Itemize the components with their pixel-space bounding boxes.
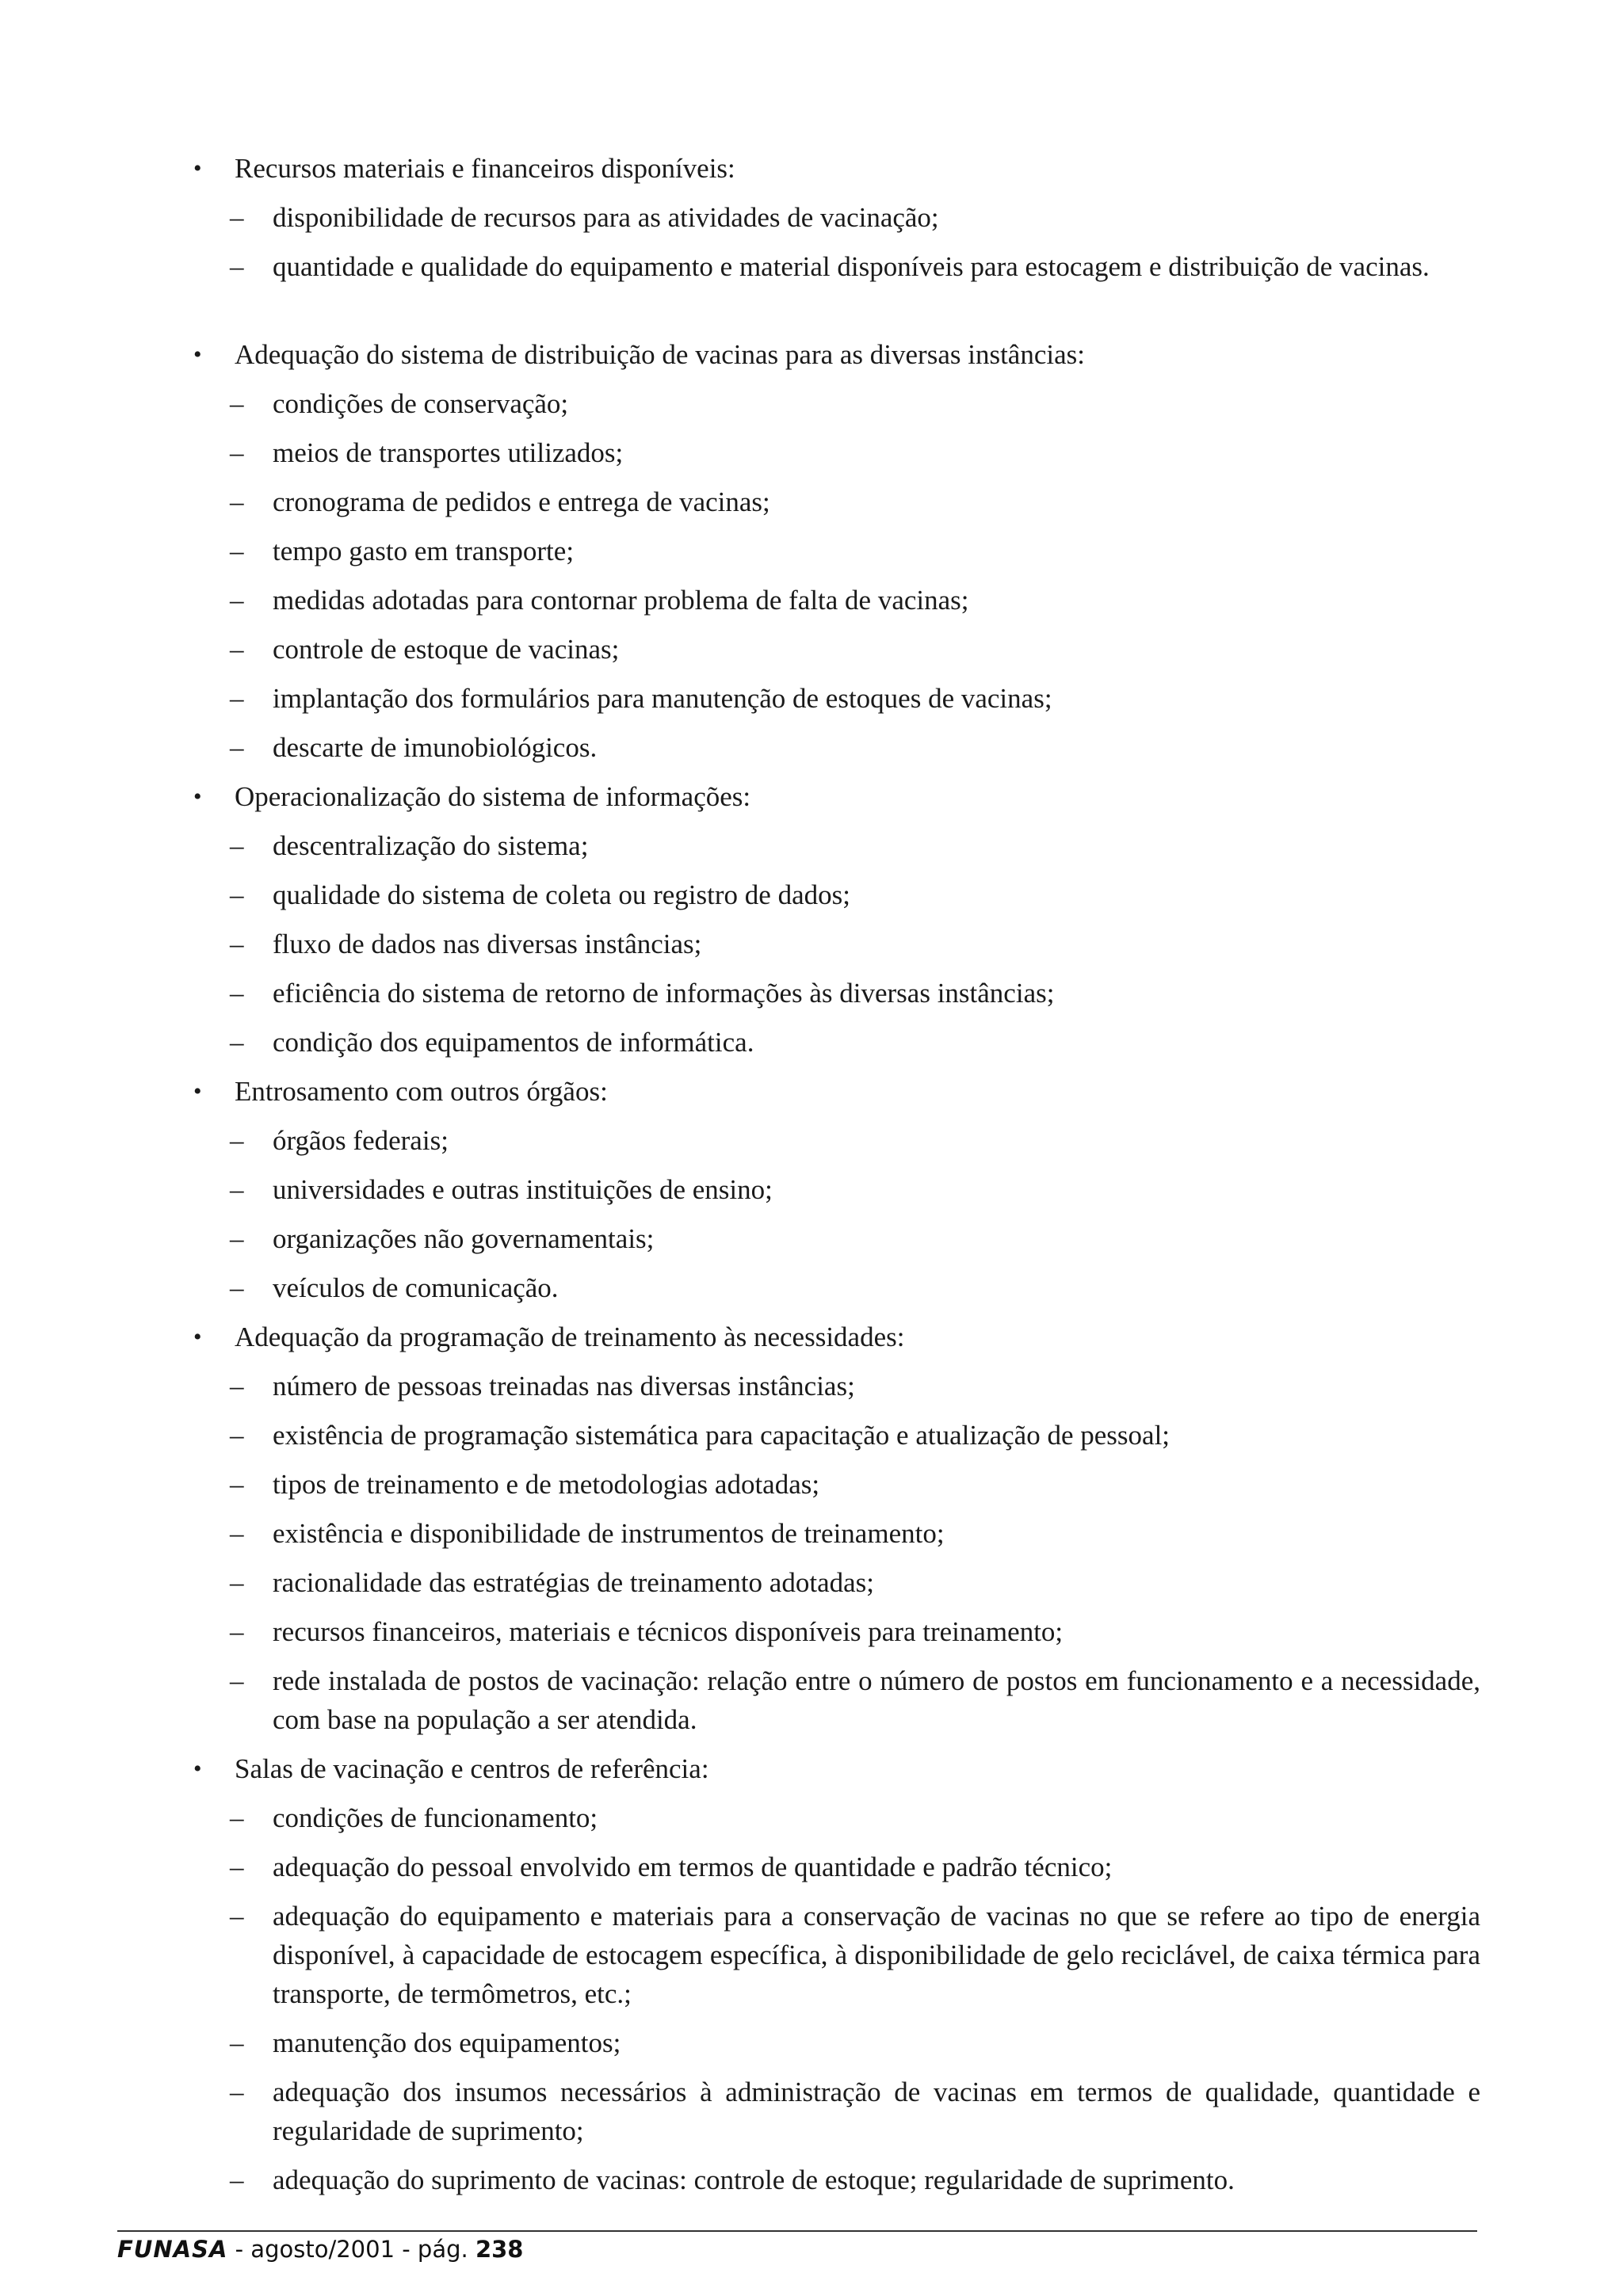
list-item-text: organizações não governamentais; <box>273 1223 655 1254</box>
list-item-text: órgãos federais; <box>273 1125 449 1156</box>
dash-marker: – <box>230 1901 244 1932</box>
list-item-text: adequação do equipamento e materiais para a conservação de vacinas no que se refere ao tipo de energia disponível, à capacidade de estocagem específica, à disponibilidade de gelo reciclável, de caixa térmica para transporte, de termômetros, etc.; <box>273 1901 1480 2009</box>
bullet-marker: • <box>193 1078 202 1104</box>
list-item-text: medidas adotadas para contornar problema de falta de vacinas; <box>273 585 969 616</box>
list-item-text: disponibilidade de recursos para as atividades de vacinação; <box>273 202 939 233</box>
dash-marker: – <box>230 683 244 714</box>
section-heading-text: Entrosamento com outros órgãos: <box>235 1076 608 1107</box>
dash-marker: – <box>230 1027 244 1058</box>
list-item-text: quantidade e qualidade do equipamento e material disponíveis para estocagem e distribuição de vacinas. <box>273 251 1430 282</box>
dash-marker: – <box>230 929 244 959</box>
list-item-text: adequação do pessoal envolvido em termos de quantidade e padrão técnico; <box>273 1852 1113 1882</box>
list-item-text: adequação dos insumos necessários à administração de vacinas em termos de qualidade, quantidade e regularidade de suprimento; <box>273 2077 1480 2146</box>
list-item-text: cronograma de pedidos e entrega de vacinas; <box>273 486 770 517</box>
dash-marker: – <box>230 1665 244 1696</box>
dash-marker: – <box>230 437 244 468</box>
list-item-text: manutenção dos equipamentos; <box>273 2027 621 2058</box>
list-item-text: tipos de treinamento e de metodologias adotadas; <box>273 1469 820 1500</box>
dash-marker: – <box>230 585 244 616</box>
dash-marker: – <box>230 486 244 517</box>
list-item-text: universidades e outras instituições de ensino; <box>273 1174 773 1205</box>
list-item-text: número de pessoas treinadas nas diversas instâncias; <box>273 1371 855 1402</box>
list-item-text: meios de transportes utilizados; <box>273 437 624 468</box>
dash-marker: – <box>230 536 244 566</box>
section-heading-text: Operacionalização do sistema de informações: <box>235 781 751 812</box>
dash-marker: – <box>230 1469 244 1500</box>
dash-marker: – <box>230 1420 244 1451</box>
footer-date: - agosto/2001 - pág. <box>227 2236 475 2263</box>
dash-marker: – <box>230 1852 244 1882</box>
section-heading-text: Recursos materiais e financeiros disponíveis: <box>235 153 735 184</box>
list-item-text: condições de funcionamento; <box>273 1802 598 1833</box>
section-heading-text: Salas de vacinação e centros de referência: <box>235 1753 709 1784</box>
footer-brand: FUNASA <box>117 2236 228 2263</box>
dash-marker: – <box>230 251 244 282</box>
list-item-text: implantação dos formulários para manutenção de estoques de vacinas; <box>273 683 1052 714</box>
list-item-text: controle de estoque de vacinas; <box>273 634 620 665</box>
list-item-text: rede instalada de postos de vacinação: relação entre o número de postos em funcionamento e a necessidade, com base na população a ser atendida. <box>273 1665 1480 1735</box>
bullet-marker: • <box>193 1756 202 1782</box>
dash-marker: – <box>230 388 244 419</box>
dash-marker: – <box>230 634 244 665</box>
section-heading-text: Adequação do sistema de distribuição de vacinas para as diversas instâncias: <box>235 339 1085 370</box>
list-item-text: existência de programação sistemática para capacitação e atualização de pessoal; <box>273 1420 1170 1451</box>
list-item-text: existência e disponibilidade de instrumentos de treinamento; <box>273 1518 945 1549</box>
dash-marker: – <box>230 830 244 861</box>
list-item-text: descentralização do sistema; <box>273 830 589 861</box>
dash-marker: – <box>230 732 244 763</box>
dash-marker: – <box>230 1567 244 1598</box>
dash-marker: – <box>230 1272 244 1303</box>
page-footer <box>117 2236 524 2263</box>
list-item-text: fluxo de dados nas diversas instâncias; <box>273 929 702 959</box>
dash-marker: – <box>230 1371 244 1402</box>
dash-marker: – <box>230 1518 244 1549</box>
list-item-text: recursos financeiros, materiais e técnicos disponíveis para treinamento; <box>273 1616 1064 1647</box>
dash-marker: – <box>230 2164 244 2195</box>
list-item-text: eficiência do sistema de retorno de informações às diversas instâncias; <box>273 978 1055 1009</box>
list-item-text: condições de conservação; <box>273 388 569 419</box>
list-item-text: condição dos equipamentos de informática. <box>273 1027 754 1058</box>
bullet-marker: • <box>193 784 202 810</box>
section-heading-text: Adequação da programação de treinamento às necessidades: <box>235 1322 905 1352</box>
list-item-text: qualidade do sistema de coleta ou registro de dados; <box>273 879 850 910</box>
list-item-text: adequação do suprimento de vacinas: controle de estoque; regularidade de suprimento. <box>273 2164 1235 2195</box>
dash-marker: – <box>230 1223 244 1254</box>
dash-marker: – <box>230 978 244 1009</box>
dash-marker: – <box>230 202 244 233</box>
list-item-text: veículos de comunicação. <box>273 1272 559 1303</box>
dash-marker: – <box>230 2027 244 2058</box>
dash-marker: – <box>230 1125 244 1156</box>
list-item-text: descarte de imunobiológicos. <box>273 732 598 763</box>
list-item-text: tempo gasto em transporte; <box>273 536 575 566</box>
bullet-marker: • <box>193 1324 202 1350</box>
bullet-marker: • <box>193 341 202 368</box>
dash-marker: – <box>230 1174 244 1205</box>
dash-marker: – <box>230 2077 244 2107</box>
dash-marker: – <box>230 1802 244 1833</box>
footer-rule <box>117 2230 1477 2232</box>
footer-page-number: 238 <box>475 2236 524 2263</box>
dash-marker: – <box>230 879 244 910</box>
list-item-text: racionalidade das estratégias de treinamento adotadas; <box>273 1567 874 1598</box>
bullet-marker: • <box>193 155 202 181</box>
dash-marker: – <box>230 1616 244 1647</box>
